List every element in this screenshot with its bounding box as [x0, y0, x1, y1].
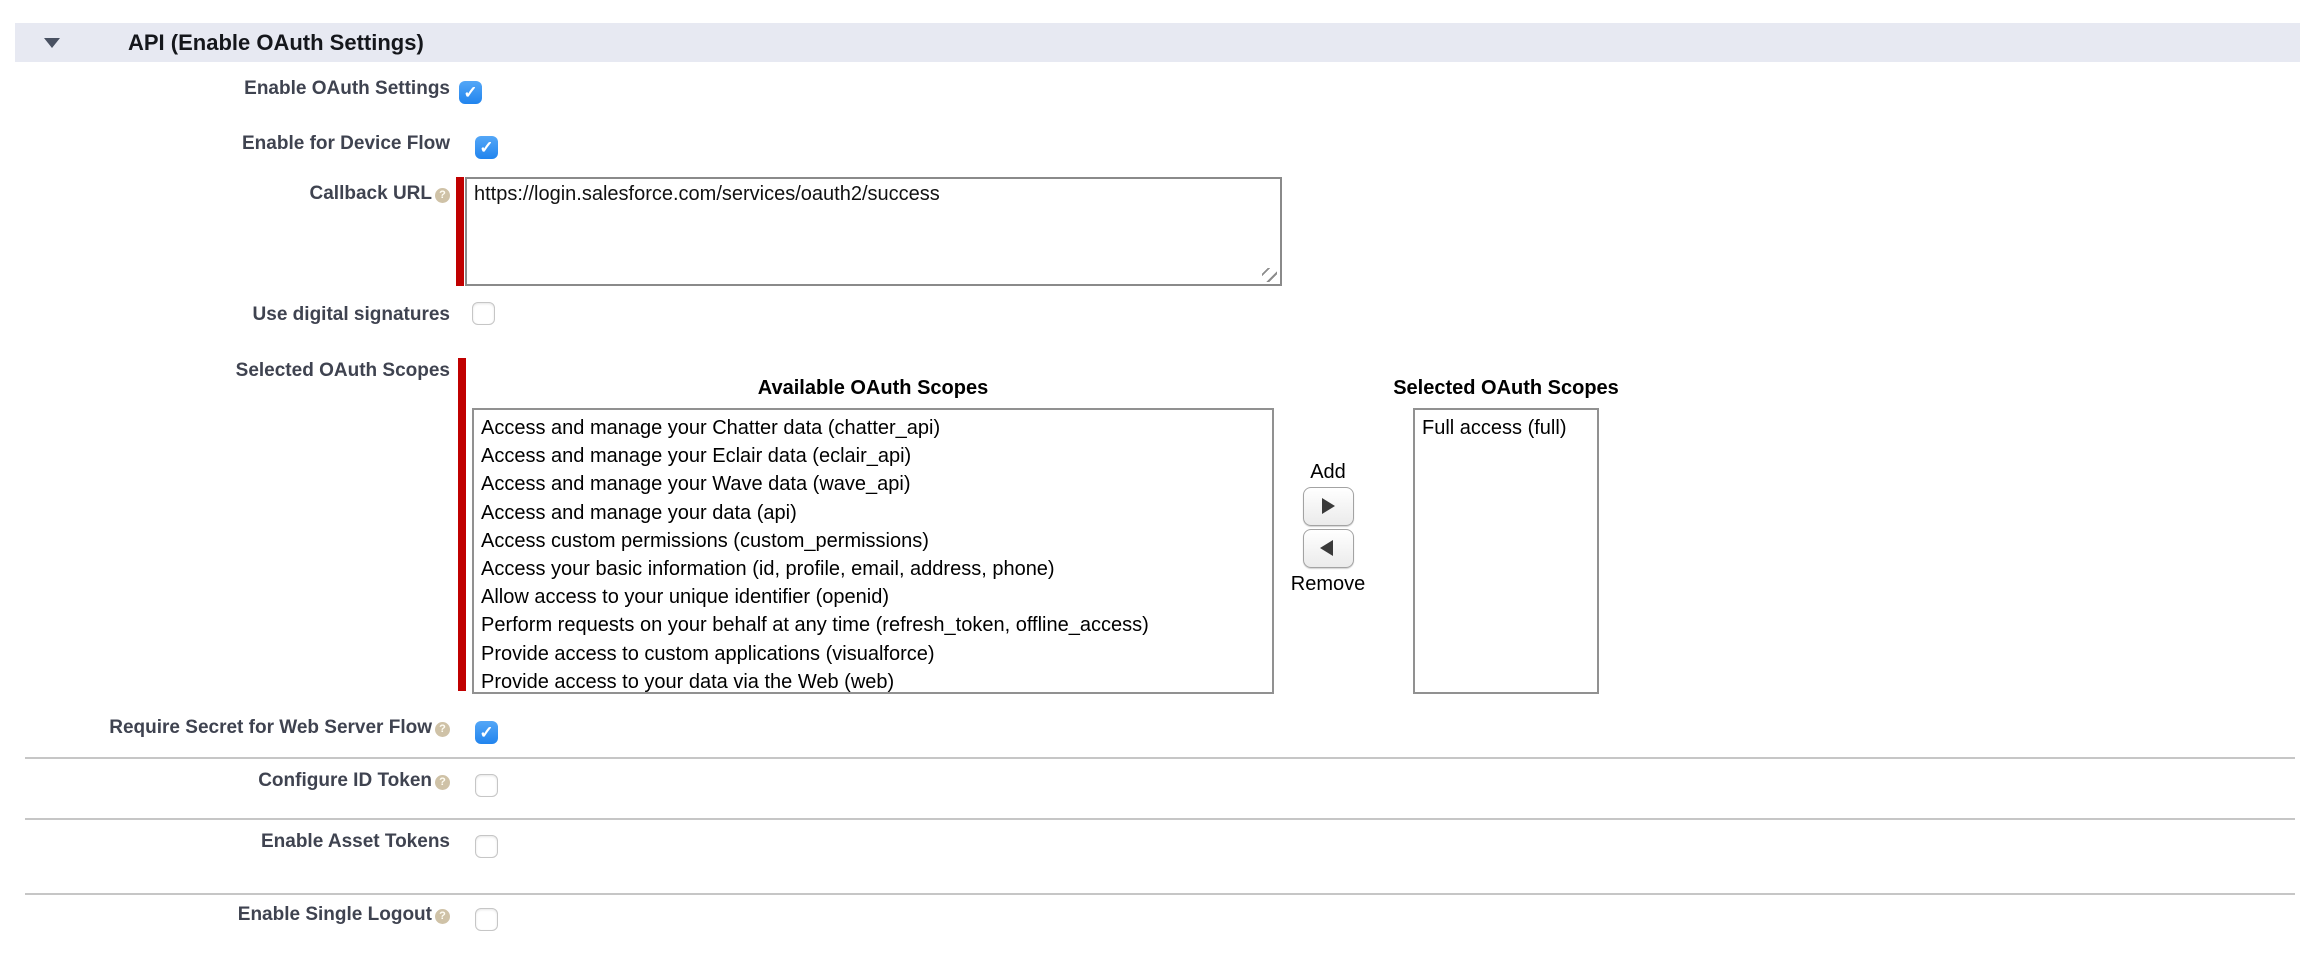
- field-label-asset-tokens: [0, 831, 450, 853]
- scope-option[interactable]: Access and manage your Chatter data (chatter_api): [481, 417, 941, 439]
- remove-arrow-button[interactable]: [1303, 529, 1354, 568]
- scope-option[interactable]: Access custom permissions (custom_permissions): [481, 529, 929, 552]
- required-indicator: [456, 177, 464, 286]
- field-label-text: Enable Single Logout: [237, 904, 432, 925]
- right-arrow-icon: [1322, 498, 1335, 514]
- row-divider: [25, 818, 2295, 820]
- digital-signatures-checkbox[interactable]: [472, 302, 495, 325]
- field-label-text: Configure ID Token: [258, 770, 432, 791]
- add-label: Add: [1310, 461, 1346, 483]
- field-label-require-secret: [0, 717, 450, 739]
- scope-option[interactable]: Access and manage your data (api): [481, 501, 797, 524]
- help-icon[interactable]: ?: [435, 909, 450, 924]
- help-icon[interactable]: ?: [435, 722, 450, 737]
- field-label-text: Selected OAuth Scopes: [235, 360, 450, 381]
- field-label-text: Callback URL: [309, 183, 432, 204]
- field-label-text: Use digital signatures: [252, 304, 450, 325]
- scope-option[interactable]: Access your basic information (id, profile, email, address, phone): [481, 558, 1055, 581]
- field-label-callback-url: [0, 183, 450, 205]
- field-label-enable-oauth: [0, 78, 450, 100]
- field-label-text: Enable OAuth Settings: [244, 78, 450, 99]
- scope-option[interactable]: Access and manage your Wave data (wave_api): [481, 473, 911, 496]
- scope-option[interactable]: Perform requests on your behalf at any time (refresh_token, offline_access): [481, 614, 1149, 637]
- available-scopes-header: Available OAuth Scopes: [757, 377, 989, 399]
- remove-label: Remove: [1290, 573, 1366, 595]
- required-indicator: [458, 358, 466, 691]
- callback-url-textarea[interactable]: [465, 177, 1282, 286]
- field-label-device-flow: [0, 133, 450, 155]
- single-logout-checkbox[interactable]: [475, 908, 498, 931]
- add-arrow-button[interactable]: [1303, 487, 1354, 526]
- require-secret-checkbox[interactable]: [475, 721, 498, 744]
- resize-handle-icon[interactable]: [1262, 268, 1277, 282]
- device-flow-checkbox[interactable]: [475, 136, 498, 159]
- configure-id-token-checkbox[interactable]: [475, 774, 498, 797]
- section-header-api-oauth[interactable]: [15, 23, 2300, 62]
- field-label-digital-signatures: [0, 304, 450, 326]
- left-arrow-icon: [1320, 540, 1333, 556]
- asset-tokens-checkbox[interactable]: [475, 835, 498, 858]
- field-label-text: Require Secret for Web Server Flow: [109, 717, 432, 738]
- field-label-oauth-scopes: [0, 360, 450, 382]
- field-label-text: Enable for Device Flow: [242, 133, 450, 154]
- enable-oauth-checkbox[interactable]: [459, 81, 482, 104]
- scope-option[interactable]: Allow access to your unique identifier (openid): [481, 586, 889, 609]
- scope-option[interactable]: Access and manage your Eclair data (eclair_api): [481, 445, 912, 468]
- collapse-triangle-icon[interactable]: [44, 38, 60, 48]
- field-label-configure-id-token: [0, 770, 450, 792]
- scope-option[interactable]: Provide access to custom applications (visualforce): [481, 642, 935, 665]
- available-scopes-listbox[interactable]: [472, 408, 1274, 694]
- field-label-single-logout: [0, 904, 450, 926]
- section-title: API (Enable OAuth Settings): [128, 30, 424, 55]
- field-label-text: Enable Asset Tokens: [260, 831, 450, 852]
- scope-option[interactable]: Full access (full): [1422, 417, 1567, 439]
- scope-option[interactable]: Provide access to your data via the Web (web): [481, 670, 895, 693]
- row-divider: [25, 893, 2295, 895]
- selected-scopes-listbox[interactable]: [1413, 408, 1599, 694]
- selected-scopes-header: Selected OAuth Scopes: [1393, 377, 1619, 399]
- row-divider: [25, 757, 2295, 759]
- help-icon[interactable]: ?: [435, 188, 450, 203]
- help-icon[interactable]: ?: [435, 775, 450, 790]
